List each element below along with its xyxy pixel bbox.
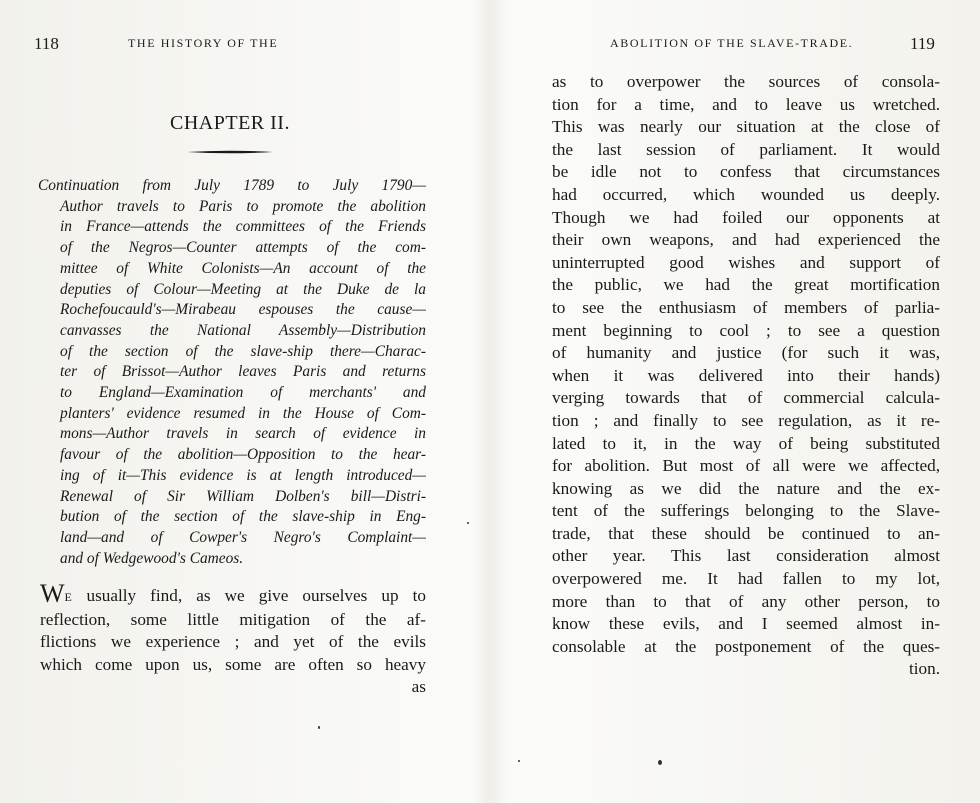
left-page-number: 118 xyxy=(34,34,59,53)
body-line: flictions we experience ; and yet of the evils xyxy=(40,632,426,652)
body-line: lated to it, in the way of being substituted xyxy=(552,433,940,453)
body-line: know these evils, and I seemed almost in- xyxy=(552,614,940,634)
body-line: tent of the sufferings belonging to the Slave- xyxy=(552,501,940,521)
body-line: trade, that these should be continued to an- xyxy=(552,523,940,543)
synopsis-line: favour of the abolition—Opposition to the hear- xyxy=(60,446,426,464)
synopsis-line: mittee of White Colonists—An account of the xyxy=(60,259,426,277)
synopsis-line: bution of the section of the slave-ship in Eng- xyxy=(60,508,426,526)
body-line: tion for a time, and to leave us wretched. xyxy=(552,94,940,114)
left-header-title: THE HISTORY OF THE xyxy=(128,36,279,50)
synopsis-line: in France—attends the committees of the Friends xyxy=(60,218,426,236)
synopsis-line: and of Wedgewood's Cameos. xyxy=(60,549,244,567)
right-header-title: ABOLITION OF THE SLAVE-TRADE. xyxy=(610,36,854,50)
synopsis-line: of the Negros—Counter attempts of the com- xyxy=(60,239,426,257)
body-line: be idle not to confess that circumstances xyxy=(552,162,940,182)
synopsis-line: Rochefoucauld's—Mirabeau espouses the cause— xyxy=(60,301,426,319)
ink-speck xyxy=(658,760,662,765)
synopsis-line: deputies of Colour—Meeting at the Duke de la xyxy=(60,280,426,298)
drop-cap: W xyxy=(40,579,65,608)
body-line: other year. This last consideration almost xyxy=(552,546,940,566)
synopsis-line: ing of it—This evidence is at length introduced— xyxy=(60,466,426,484)
body-line: had occurred, which wounded us deeply. xyxy=(552,184,940,204)
body-line: verging towards that of commercial calcula- xyxy=(552,388,940,408)
body-line: their own weapons, and had experienced the xyxy=(552,230,940,250)
synopsis-line: Renewal of Sir William Dolben's bill—Distri- xyxy=(60,487,426,505)
body-line: reflection, some little mitigation of the af- xyxy=(40,609,426,629)
right-body-text xyxy=(552,71,940,681)
first-line-rest: usually find, as we give ourselves up to xyxy=(86,586,427,605)
ink-speck xyxy=(467,522,469,524)
body-line: which come upon us, some are often so heavy xyxy=(40,654,426,674)
body-line: to see the enthusiasm of members of parlia- xyxy=(552,297,940,317)
body-line: Though we had foiled our opponents at xyxy=(552,207,940,227)
body-line: tion ; and finally to see regulation, as it re- xyxy=(552,410,940,430)
synopsis-line: Continuation from July 1789 to July 1790— xyxy=(38,177,426,194)
body-first-line xyxy=(40,579,427,609)
body-line: consolable at the postponement of the ques- xyxy=(552,636,940,656)
body-line: when it was delivered into their hands) xyxy=(552,365,940,385)
chapter-title: CHAPTER II. xyxy=(170,112,290,134)
body-line: knowing as we did the nature and the ex- xyxy=(552,478,940,498)
right-page xyxy=(490,0,980,803)
synopsis-line: of the section of the slave-ship there—Charac- xyxy=(60,342,426,360)
synopsis-line: ter of Brissot—Author leaves Paris and returns xyxy=(60,363,426,381)
chapter-ornament xyxy=(187,150,273,154)
body-line: the last session of parliament. It would xyxy=(552,139,940,159)
body-line: This was nearly our situation at the close of xyxy=(552,117,940,137)
ink-speck xyxy=(318,726,320,729)
synopsis-line: planters' evidence resumed in the House of Com- xyxy=(60,404,426,422)
catchword: as xyxy=(411,677,426,697)
chapter-synopsis xyxy=(38,176,426,569)
body-line: as to overpower the sources of consola- xyxy=(552,72,940,91)
body-line: the public, we had the great mortification xyxy=(552,275,940,295)
body-line: for abolition. But most of all were we affected, xyxy=(552,456,940,476)
synopsis-line: Author travels to Paris to promote the abolition xyxy=(60,197,426,215)
synopsis-line: to England—Examination of merchants' and xyxy=(60,384,426,402)
ink-speck xyxy=(518,760,520,762)
left-body-text xyxy=(40,579,427,699)
synopsis-line: land—and of Cowper's Negro's Complaint— xyxy=(60,528,426,546)
body-line: uninterrupted good wishes and support of xyxy=(552,252,940,272)
body-line: ment beginning to cool ; to see a question xyxy=(552,320,940,340)
body-line: overpowered me. It had fallen to my lot, xyxy=(552,569,940,589)
synopsis-line: mons—Author travels in search of evidence in xyxy=(60,425,426,443)
body-line: of humanity and justice (for such it was, xyxy=(552,343,940,363)
right-page-number: 119 xyxy=(910,34,935,53)
final-line: tion. xyxy=(908,659,940,679)
synopsis-line: canvasses the National Assembly—Distribution xyxy=(60,321,426,339)
drop-cap-rest: E xyxy=(64,590,73,604)
body-line: more than to that of any other person, to xyxy=(552,591,940,611)
